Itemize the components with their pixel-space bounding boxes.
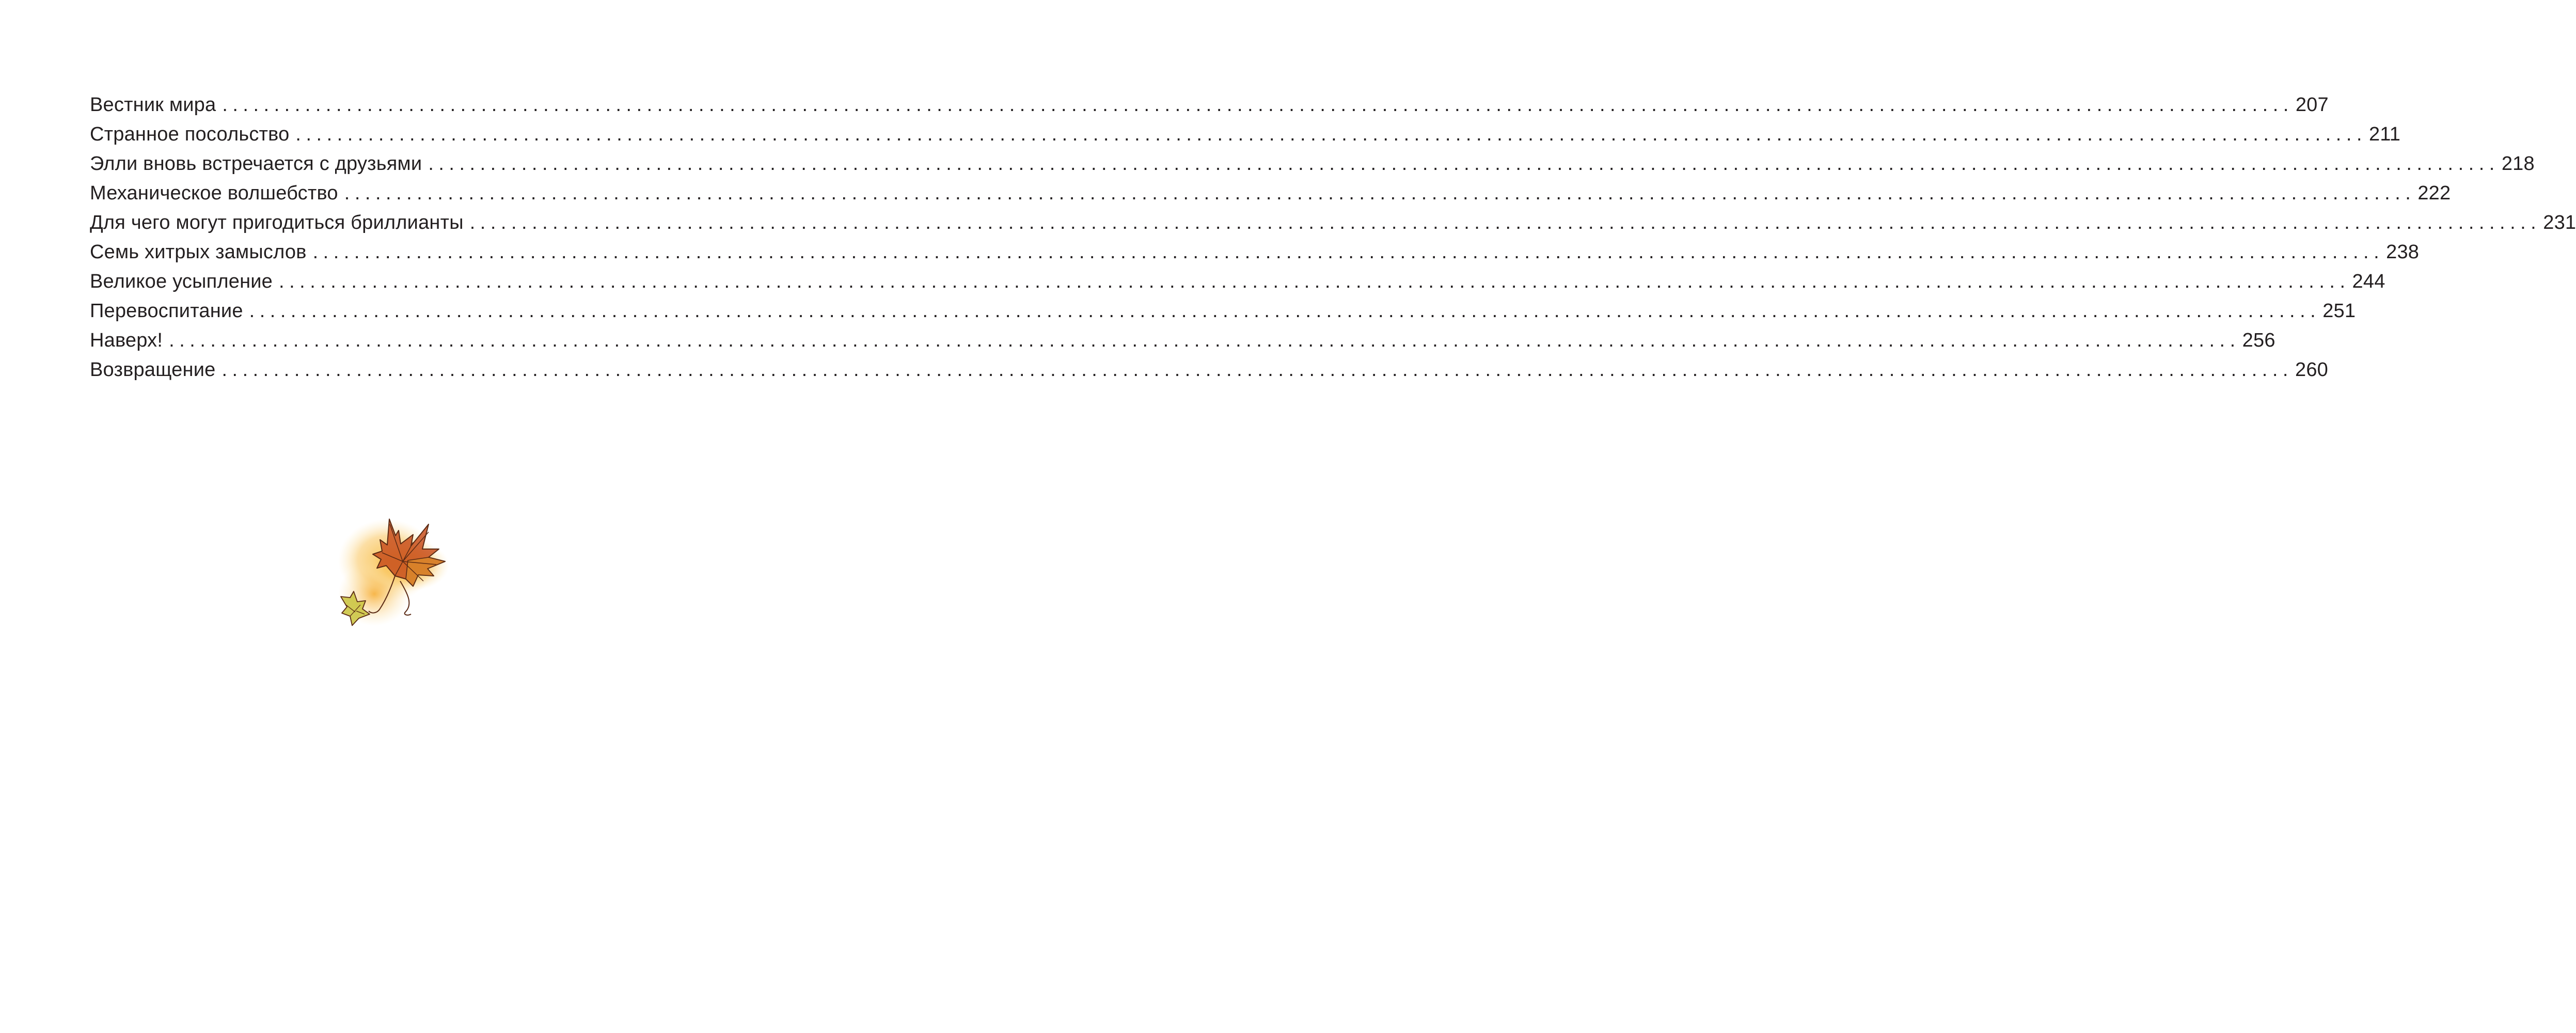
toc-entry-page: 231 <box>2543 212 2576 233</box>
toc-entry <box>90 149 2535 179</box>
toc-entry-title: Семь хитрых замыслов <box>90 241 307 263</box>
toc-entry <box>90 326 2275 355</box>
toc-entry <box>90 179 2451 208</box>
toc-leader-dots: ........................................................................................................................................................................................................ <box>295 123 2367 145</box>
toc-leader-dots: ........................................................................................................................................................................................................ <box>469 212 2541 233</box>
toc-entry-page: 244 <box>2352 271 2385 292</box>
toc-entry <box>90 208 2576 238</box>
toc-entry-title: Элли вновь встречается с друзьями <box>90 153 422 175</box>
toc-entry <box>90 267 2385 296</box>
toc-leader-dots: ........................................................................................................................................................................................................ <box>249 300 2321 322</box>
toc-entry-page: 211 <box>2368 123 2401 145</box>
toc-leader-dots: ........................................................................................................................................................................................................ <box>279 271 2350 292</box>
table-of-contents <box>90 90 2576 385</box>
autumn-leaves-illustration <box>330 504 475 643</box>
toc-entry <box>90 238 2420 267</box>
toc-entry-page: 222 <box>2417 182 2451 204</box>
toc-leader-dots: ........................................................................................................................................................................................................ <box>222 359 2293 381</box>
toc-entry-title: Великое усыпление <box>90 271 273 292</box>
toc-entry-page: 218 <box>2501 153 2535 175</box>
toc-entry-title: Перевоспитание <box>90 300 243 322</box>
toc-entry-title: Наверх! <box>90 330 163 351</box>
toc-leader-dots: ........................................................................................................................................................................................................ <box>169 330 2240 351</box>
toc-leader-dots: ........................................................................................................................................................................................................ <box>312 241 2384 263</box>
toc-leader-dots: ........................................................................................................................................................................................................ <box>222 94 2294 116</box>
toc-leader-dots: ........................................................................................................................................................................................................ <box>344 182 2416 204</box>
toc-entry-title: Механическое волшебство <box>90 182 338 204</box>
toc-entry-title: Вестник мира <box>90 94 216 116</box>
toc-entry-page: 207 <box>2295 94 2329 116</box>
toc-leader-dots: ........................................................................................................................................................................................................ <box>428 153 2500 175</box>
toc-entry <box>90 120 2401 149</box>
toc-entry-title: Странное посольство <box>90 123 290 145</box>
toc-entry <box>90 90 2329 120</box>
toc-entry <box>90 296 2356 326</box>
toc-entry <box>90 355 2328 385</box>
toc-entry-page: 251 <box>2322 300 2356 322</box>
toc-entry-page: 260 <box>2295 359 2328 381</box>
toc-entry-title: Для чего могут пригодиться бриллианты <box>90 212 464 233</box>
toc-entry-title: Возвращение <box>90 359 216 381</box>
toc-entry-page: 238 <box>2386 241 2420 263</box>
toc-entry-page: 256 <box>2242 330 2275 351</box>
